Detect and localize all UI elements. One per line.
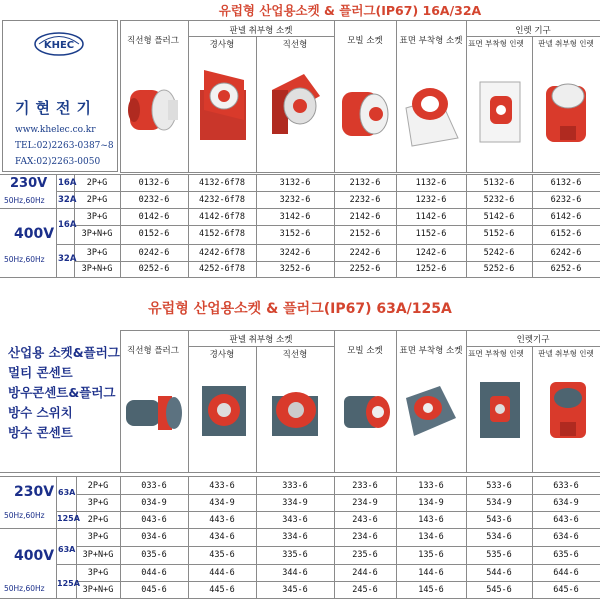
s2-hz-400: 50Hz,60Hz bbox=[4, 584, 45, 593]
s1-code: 6252-6 bbox=[550, 264, 582, 274]
s1-code: 3142-6 bbox=[279, 212, 311, 222]
s1-code: 6242-6 bbox=[550, 248, 582, 258]
s2-code: 134-6 bbox=[418, 532, 444, 542]
s1-pole: 2P+G bbox=[86, 195, 108, 205]
s2-code: 143-6 bbox=[418, 515, 444, 525]
s2-straight-plug-picture bbox=[122, 384, 186, 440]
s1-code: 0142-6 bbox=[138, 212, 170, 222]
s2-code: 344-6 bbox=[282, 568, 308, 578]
s2-code: 635-6 bbox=[553, 550, 579, 560]
s1-hz-400: 50Hz,60Hz bbox=[4, 255, 45, 264]
s2-code: 533-6 bbox=[486, 481, 512, 491]
s1-code: 2152-6 bbox=[349, 229, 381, 239]
promo-line: 멀티 콘센트 bbox=[8, 365, 73, 380]
s2-code: 134-9 bbox=[418, 498, 444, 508]
s1-code: 5232-6 bbox=[483, 195, 515, 205]
s1-code: 0232-6 bbox=[138, 195, 170, 205]
s2-code: 243-6 bbox=[352, 515, 378, 525]
s1-code: 1152-6 bbox=[415, 229, 447, 239]
s1-code: 2142-6 bbox=[349, 212, 381, 222]
s2-code: 443-6 bbox=[209, 515, 235, 525]
s1-col-straight-plug: 직선형 플러그 bbox=[127, 36, 179, 46]
s2-code: 543-6 bbox=[486, 515, 512, 525]
s2-code: 033-6 bbox=[141, 481, 167, 491]
s1-pole: 2P+G bbox=[86, 178, 108, 188]
s2-code: 135-6 bbox=[418, 550, 444, 560]
s2-col-surface-inlet: 표면 부착형 인렛 bbox=[468, 349, 524, 358]
s2-code: 133-6 bbox=[418, 481, 444, 491]
s2-pole: 2P+G bbox=[87, 481, 109, 491]
s2-hz-230: 50Hz,60Hz bbox=[4, 511, 45, 520]
s2-amp: 125A bbox=[57, 579, 80, 588]
s2-code: 545-6 bbox=[486, 585, 512, 595]
s1-group-panel: 판넬 취부형 소켓 bbox=[229, 26, 293, 36]
s1-pole: 3P+G bbox=[86, 248, 108, 258]
s2-angled-panel-socket-picture bbox=[196, 376, 252, 446]
s1-voltage-400: 400V bbox=[14, 226, 55, 242]
s1-code: 4142-6f78 bbox=[198, 212, 246, 222]
s1-code: 0242-6 bbox=[138, 248, 170, 258]
s1-straight-panel-socket-picture bbox=[264, 66, 328, 146]
s1-code: 1242-6 bbox=[415, 248, 447, 258]
s2-code: 435-6 bbox=[209, 550, 235, 560]
company-tel: TEL:02)2263-0387~8 bbox=[15, 141, 114, 151]
s2-code: 233-6 bbox=[352, 481, 378, 491]
s2-pole: 3P+G bbox=[87, 498, 109, 508]
s1-code: 6142-6 bbox=[550, 212, 582, 222]
s1-surface-socket-picture bbox=[400, 68, 464, 152]
s1-code: 0152-6 bbox=[138, 229, 170, 239]
s2-col-angled: 경사형 bbox=[209, 350, 235, 360]
s2-code: 534-6 bbox=[486, 532, 512, 542]
s2-code: 335-6 bbox=[282, 550, 308, 560]
s2-code: 445-6 bbox=[209, 585, 235, 595]
s1-code: 5252-6 bbox=[483, 264, 515, 274]
s1-code: 5132-6 bbox=[483, 178, 515, 188]
s1-code: 3242-6 bbox=[279, 248, 311, 258]
company-logo bbox=[33, 31, 85, 57]
s2-code: 043-6 bbox=[141, 515, 167, 525]
s1-group-inlet: 인렛 기구 bbox=[515, 26, 551, 36]
s1-code: 1142-6 bbox=[415, 212, 447, 222]
s2-code: 035-6 bbox=[141, 550, 167, 560]
s1-panel-inlet-picture bbox=[538, 66, 596, 152]
s2-surface-socket-picture bbox=[400, 378, 462, 444]
s2-code: 343-6 bbox=[282, 515, 308, 525]
s1-code: 0252-6 bbox=[138, 264, 170, 274]
s1-code: 3252-6 bbox=[279, 264, 311, 274]
promo-line: 방수 스위치 bbox=[8, 405, 73, 420]
s2-mobile-socket-picture bbox=[338, 380, 394, 442]
s1-col-mobile-socket: 모빌 소켓 bbox=[347, 36, 383, 46]
s2-code: 345-6 bbox=[282, 585, 308, 595]
s1-surface-inlet-picture bbox=[470, 66, 530, 152]
s2-code: 444-6 bbox=[209, 568, 235, 578]
s2-code: 333-6 bbox=[282, 481, 308, 491]
s2-code: 245-6 bbox=[352, 585, 378, 595]
s1-code: 0132-6 bbox=[138, 178, 170, 188]
s1-code: 3232-6 bbox=[279, 195, 311, 205]
s2-col-straight: 직선형 bbox=[282, 350, 308, 360]
promo-list bbox=[8, 343, 120, 443]
s2-surface-inlet-picture bbox=[470, 372, 530, 446]
s2-code: 644-6 bbox=[553, 568, 579, 578]
s1-pole: 3P+N+G bbox=[81, 229, 113, 239]
s2-pole: 3P+N+G bbox=[82, 550, 114, 560]
s1-hz-230: 50Hz,60Hz bbox=[4, 196, 45, 205]
s2-group-panel: 판넬 취부형 소켓 bbox=[229, 335, 293, 345]
s2-code: 234-9 bbox=[352, 498, 378, 508]
s1-code: 4242-6f78 bbox=[198, 248, 246, 258]
company-website: www.khelec.co.kr bbox=[15, 125, 96, 135]
logo-text: KHEC bbox=[43, 40, 75, 51]
s2-code: 235-6 bbox=[352, 550, 378, 560]
s1-code: 3132-6 bbox=[279, 178, 311, 188]
s2-amp: 63A bbox=[58, 488, 76, 497]
s1-voltage-230: 230V bbox=[10, 176, 48, 191]
s2-code: 045-6 bbox=[141, 585, 167, 595]
s1-amp: 32A bbox=[58, 254, 77, 264]
s1-col-straight: 직선형 bbox=[282, 40, 308, 50]
s2-code: 534-9 bbox=[486, 498, 512, 508]
company-info-box bbox=[2, 20, 118, 172]
s1-code: 5142-6 bbox=[483, 212, 515, 222]
s1-code: 4232-6f78 bbox=[198, 195, 246, 205]
s1-col-surface-socket: 표면 부착형 소켓 bbox=[399, 36, 463, 46]
s1-code: 4152-6f78 bbox=[198, 229, 246, 239]
s1-code: 5152-6 bbox=[483, 229, 515, 239]
s1-code: 1232-6 bbox=[415, 195, 447, 205]
s2-col-mobile-socket: 모빌 소켓 bbox=[347, 346, 383, 356]
company-fax: FAX:02)2263-0050 bbox=[15, 157, 101, 167]
s2-col-straight-plug: 직선형 플러그 bbox=[127, 346, 179, 356]
s1-angled-panel-socket-picture bbox=[194, 60, 254, 150]
s2-code: 145-6 bbox=[418, 585, 444, 595]
s2-code: 144-6 bbox=[418, 568, 444, 578]
s2-group-inlet: 인렛기구 bbox=[516, 335, 550, 345]
s2-code: 633-6 bbox=[553, 481, 579, 491]
s2-code: 434-9 bbox=[209, 498, 235, 508]
s2-straight-panel-socket-picture bbox=[266, 376, 328, 446]
s2-code: 034-9 bbox=[141, 498, 167, 508]
s1-col-angled: 경사형 bbox=[209, 40, 235, 50]
s1-code: 2232-6 bbox=[349, 195, 381, 205]
s1-code: 1252-6 bbox=[415, 264, 447, 274]
s1-code: 6232-6 bbox=[550, 195, 582, 205]
s1-code: 6152-6 bbox=[550, 229, 582, 239]
s1-amp: 16A bbox=[58, 178, 77, 188]
s1-pole: 3P+G bbox=[86, 212, 108, 222]
s2-pole: 3P+G bbox=[87, 568, 109, 578]
s2-col-panel-inlet: 판넬 취부형 인렛 bbox=[538, 349, 594, 358]
s1-code: 4132-6f78 bbox=[198, 178, 246, 188]
s2-voltage-230: 230V bbox=[14, 484, 55, 500]
s2-code: 334-9 bbox=[282, 498, 308, 508]
section2-title: 유럽형 산업용소켓 & 플러그(IP67) 63A/125A bbox=[148, 301, 452, 317]
s2-panel-inlet-picture bbox=[540, 372, 596, 446]
s1-amp: 32A bbox=[58, 195, 77, 205]
s2-code: 434-6 bbox=[209, 532, 235, 542]
s2-pole: 3P+G bbox=[87, 532, 109, 542]
s1-pole: 3P+N+G bbox=[81, 264, 113, 274]
s1-code: 3152-6 bbox=[279, 229, 311, 239]
promo-line: 방수 콘센트 bbox=[8, 425, 73, 440]
s1-code: 6132-6 bbox=[550, 178, 582, 188]
s2-amp: 125A bbox=[57, 514, 80, 523]
s1-mobile-socket-picture bbox=[338, 70, 394, 150]
s2-code: 634-6 bbox=[553, 532, 579, 542]
s2-code: 234-6 bbox=[352, 532, 378, 542]
s2-code: 034-6 bbox=[141, 532, 167, 542]
s2-voltage-400: 400V bbox=[14, 548, 55, 564]
s2-code: 535-6 bbox=[486, 550, 512, 560]
s2-amp: 63A bbox=[58, 545, 76, 554]
s2-code: 244-6 bbox=[352, 568, 378, 578]
s1-code: 5242-6 bbox=[483, 248, 515, 258]
s2-code: 634-9 bbox=[553, 498, 579, 508]
promo-line: 산업용 소켓&플러그 bbox=[8, 345, 120, 360]
s1-straight-plug-picture bbox=[124, 70, 184, 150]
s2-code: 044-6 bbox=[141, 568, 167, 578]
s2-col-surface-socket: 표면 부착형 소켓 bbox=[399, 346, 463, 356]
s1-code: 2132-6 bbox=[349, 178, 381, 188]
s1-code: 1132-6 bbox=[415, 178, 447, 188]
s1-col-surface-inlet: 표면 부착형 인렛 bbox=[468, 39, 524, 48]
s2-code: 643-6 bbox=[553, 515, 579, 525]
s2-code: 334-6 bbox=[282, 532, 308, 542]
s2-pole: 2P+G bbox=[87, 515, 109, 525]
section1-title: 유럽형 산업용소켓 & 플러그(IP67) 16A/32A bbox=[218, 3, 482, 18]
company-name: 기현전기 bbox=[15, 99, 97, 117]
s2-pole: 3P+N+G bbox=[82, 585, 114, 595]
s2-code: 433-6 bbox=[209, 481, 235, 491]
s1-code: 4252-6f78 bbox=[198, 264, 246, 274]
s1-code: 2242-6 bbox=[349, 248, 381, 258]
s1-col-panel-inlet: 판넬 취부형 인렛 bbox=[538, 39, 594, 48]
s1-code: 2252-6 bbox=[349, 264, 381, 274]
s1-amp: 16A bbox=[58, 220, 77, 230]
s2-code: 645-6 bbox=[553, 585, 579, 595]
promo-line: 방우콘센트&플러그 bbox=[8, 385, 116, 400]
s2-code: 544-6 bbox=[486, 568, 512, 578]
